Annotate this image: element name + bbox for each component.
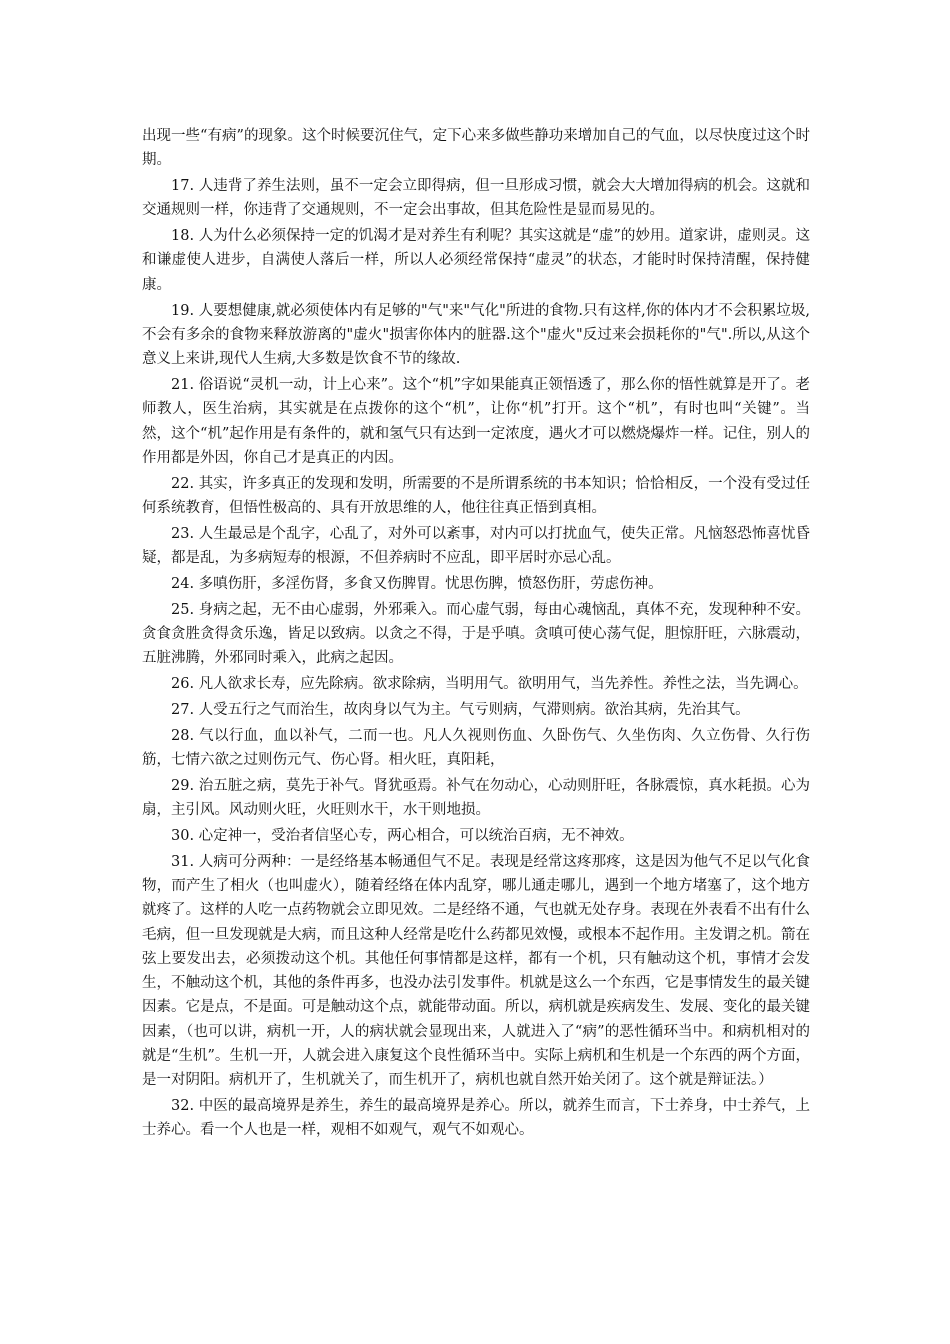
paragraph-18: 18. 人为什么必须保持一定的饥渴才是对养生有利呢？其实这就是“虚”的妙用。道家讲，虚则灵。这和谦虚使人进步，自满使人落后一样，所以人必须经常保持“虚灵”的状态，才能时时保持清醒，保持健康。 <box>142 228 810 293</box>
paragraph-25: 25. 身病之起，无不由心虚弱，外邪乘入。而心虚气弱，每由心魂恼乱，真体不充，发现种种不安。贪食贪胜贪得贪乐逸，皆足以致病。以贪之不得，于是乎嗔。贪嗔可使心荡气促，胆惊肝旺，六脉震动，五脏沸腾，外邪同时乘入，此病之起因。 <box>142 601 810 667</box>
paragraph-22: 22. 其实，许多真正的发现和发明，所需要的不是所谓系统的书本知识；恰恰相反，一个没有受过任何系统教育，但悟性极高的、具有开放思维的人，他往往真正悟到真相。 <box>142 475 810 516</box>
paragraph-17: 17. 人违背了养生法则，虽不一定会立即得病，但一旦形成习惯，就会大大增加得病的机会。这就和交通规则一样，你违背了交通规则，不一定会出事故，但其危险性是显而易见的。 <box>142 178 810 219</box>
paragraph-31: 31. 人病可分两种：一是经络基本畅通但气不足。表现是经常这疼那疼，这是因为他气不足以气化食物，而产生了相火（也叫虚火），随着经络在体内乱穿，哪儿通走哪儿，遇到一个地方堵塞了，这个地方就疼了。这样的人吃一点药物就会立即见效。二是经络不通，气也就无处存身。表现在外表看不出有什么毛病，但一旦发现就是大病，而且这种人经常是吃什么药都见效慢，或根本不起作用。主发谓之机。箭在弦上要发出去，必须拨动这个机。其他任何事情都是这样，都有一个机，只有触动这个机，事情才会发生，不触动这个机，其他的条件再多，也没办法引发事件。机就是这么一个东西，它是事情发生的最关键因素。它是点，不是面。可是触动这个点，就能带动面。所以，病机就是疾病发生、发展、变化的最关键因素，（也可以讲，病机一开，人的病状就会显现出来，人就进入了“病”的恶性循环当中。和病机相对的就是“生机”。生机一开，人就会进入康复这个良性循环当中。实际上病机和生机是一个东西的两个方面，是一对阴阳。病机开了，生机就关了，而生机开了，病机也就自然开始关闭了。这个就是辩证法。） <box>142 853 810 1089</box>
paragraph-19: 19. 人要想健康,就必须使体内有足够的"气"来"气化"所进的食物.只有这样,你的体内才不会积累垃圾,不会有多余的食物来释放游离的"虚火"损害你体内的脏器.这个"虚火"反过来会损耗你的"气".所以,从这个意义上来讲,现代人生病,大多数是饮食不节的缘故. <box>142 302 810 368</box>
paragraph-27: 27. 人受五行之气而治生，故肉身以气为主。气亏则病，气滞则病。欲治其病，先治其气。 <box>171 701 750 718</box>
paragraph-24: 24. 多嗔伤肝，多淫伤肾，多食又伤脾胃。忧思伤脾，愤怒伤肝，劳虑伤神。 <box>171 575 663 592</box>
paragraph-21: 21. 俗语说“灵机一动，计上心来”。这个“机”字如果能真正领悟透了，那么你的悟性就算是开了。老师教人，医生治病，其实就是在点拨你的这个“机”，让你“机”打开。这个“机”，有时也叫“关键”。当然，这个“机”起作用是有条件的，就和氢气只有达到一定浓度，遇火才可以燃烧爆炸一样。记住，别人的作用都是外因，你自己才是真正的内因。 <box>142 376 810 466</box>
paragraph-23: 23. 人生最忌是个乱字，心乱了，对外可以紊事，对内可以打扰血气，使失正常。凡恼怒恐怖喜忧昏疑，都是乱，为多病短寿的根源，不但养病时不应乱，即平居时亦忌心乱。 <box>142 525 810 567</box>
paragraph-30: 30. 心定神一，受治者信坚心专，两心相合，可以统治百病，无不神效。 <box>171 827 634 844</box>
document-page <box>142 124 810 1144</box>
paragraph-continuation: 出现一些“有病”的现象。这个时候要沉住气，定下心来多做些静功来增加自己的气血，以尽快度过这个时期。 <box>142 128 810 169</box>
paragraph-28: 28. 气以行血，血以补气，二而一也。凡人久视则伤血、久卧伤气、久坐伤肉、久立伤骨、久行伤筋，七情六欲之过则伤元气、伤心肾。相火旺，真阳耗， <box>142 727 810 768</box>
paragraph-32: 32. 中医的最高境界是养生，养生的最高境界是养心。所以，就养生而言，下士养身，中士养气，上士养心。看一个人也是一样，观相不如观气，观气不如观心。 <box>142 1098 810 1139</box>
paragraph-26: 26. 凡人欲求长寿，应先除病。欲求除病，当明用气。欲明用气，当先养性。养性之法，当先调心。 <box>171 676 808 693</box>
paragraph-29: 29. 治五脏之病，莫先于补气。肾犹亟焉。补气在勿动心，心动则肝旺，各脉震惊，真水耗损。心为扇，主引风。风动则火旺，火旺则水干，水干则地损。 <box>142 777 810 819</box>
